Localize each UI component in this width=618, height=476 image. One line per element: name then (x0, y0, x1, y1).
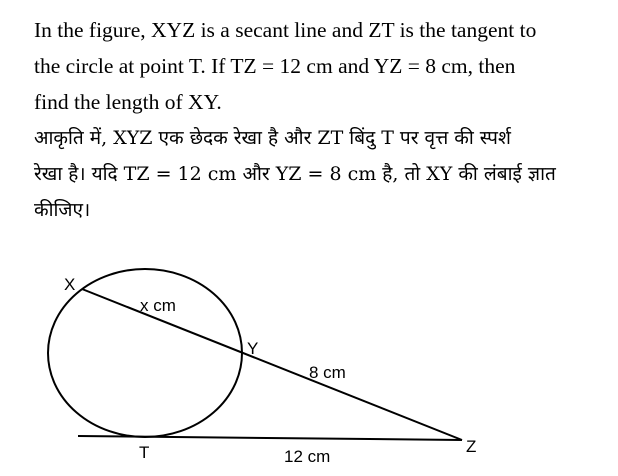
point-label-t: T (139, 443, 150, 462)
length-label-yz: 8 cm (309, 363, 346, 382)
point-label-z: Z (466, 437, 477, 456)
length-label-xy: x cm (140, 296, 176, 315)
secant-line-xz (82, 289, 462, 440)
question-english-line: In the figure, XYZ is a secant line and ZT is the tangent to (34, 18, 537, 42)
question-hindi-line: रेखा है। यदि TZ = 12 cm और YZ = 8 cm है, तो XY की लंबाई ज्ञात (34, 163, 556, 185)
point-label-x: X (64, 275, 76, 294)
question-english-line: the circle at point T. If TZ = 12 cm and YZ = 8 cm, then (34, 54, 516, 78)
point-label-y: Y (247, 339, 259, 358)
question-hindi-line: कीजिए। (34, 199, 91, 221)
question-hindi-line: आकृति में, XYZ एक छेदक रेखा है और ZT बिंदु T पर वृत्त की स्पर्श (34, 127, 511, 149)
circle (48, 269, 242, 437)
tangent-line-tz (78, 436, 462, 440)
length-label-tz: 12 cm (284, 447, 331, 466)
question-english-line: find the length of XY. (34, 90, 222, 114)
